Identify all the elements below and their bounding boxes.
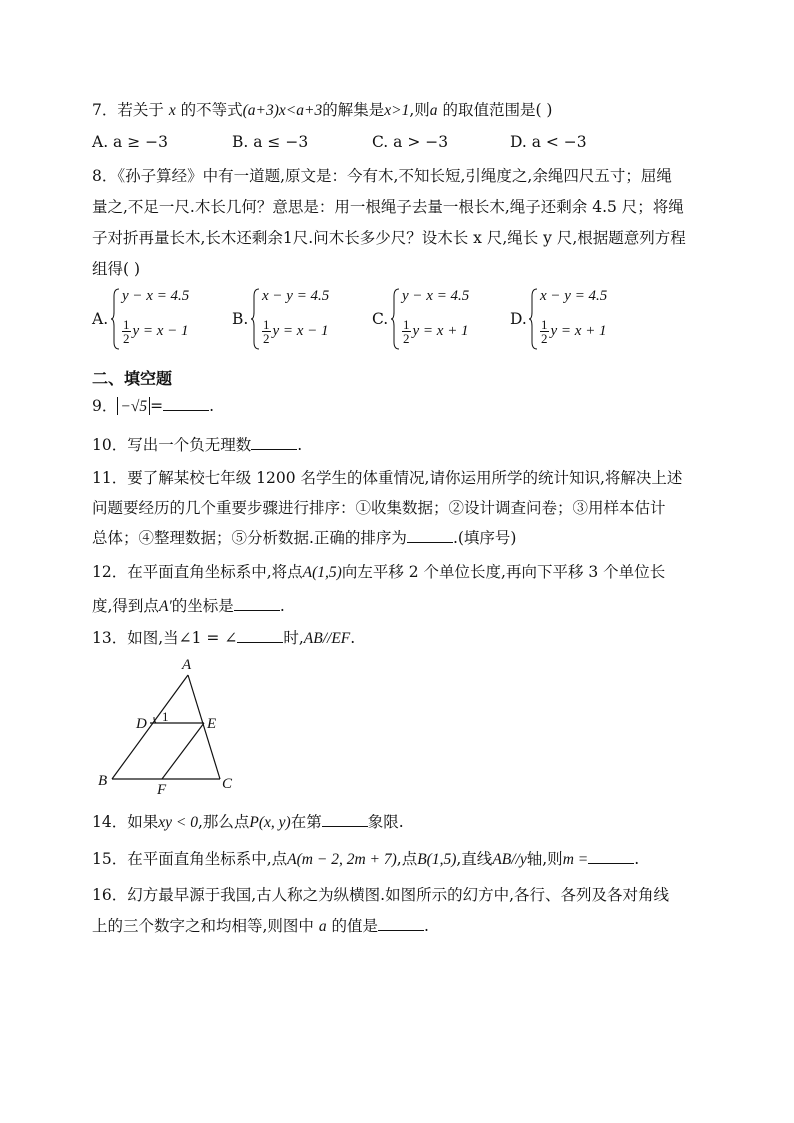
- q8-line-1: 8．《孙子算经》中有一道题,原文是：今有木,不知长短,引绳度之,余绳四尺五寸；屈绳: [92, 167, 672, 185]
- q12-text-b: 向左平移 2 个单位长度,再向下平移 3 个单位长: [341, 563, 666, 581]
- absolute-value: [117, 397, 150, 415]
- q11-line-3: [92, 528, 516, 548]
- q7-text-a: 若关于: [117, 101, 169, 119]
- option-label: C.: [372, 310, 389, 328]
- var-a: a: [429, 102, 438, 119]
- equation-1: y − x = 4.5: [122, 288, 190, 304]
- q14-text-d: 象限.: [367, 813, 404, 831]
- q14-text-c: 在第: [290, 813, 322, 831]
- q13-text-a: 13．如图,当∠1 = ∠: [92, 629, 238, 647]
- q12-text-d: 的坐标是: [171, 597, 234, 615]
- point-a: A(1,5): [302, 564, 342, 581]
- equation-2: y = x + 1: [550, 322, 607, 339]
- q12-text-c: 度,得到点: [92, 597, 159, 615]
- period: .: [634, 850, 640, 868]
- answer-blank[interactable]: [163, 396, 209, 411]
- q8-option-a[interactable]: [92, 288, 212, 352]
- q16-line-1: 16．幻方最早源于我国,古人称之为纵横图.如图所示的幻方中,各行、各列及各对角线: [92, 886, 670, 904]
- option-label: B.: [232, 310, 249, 328]
- q7-option-c[interactable]: C. a > −3: [372, 133, 449, 151]
- q15-text-c: ,直线: [456, 850, 493, 868]
- fraction-half: [262, 318, 271, 345]
- option-label: A.: [92, 310, 109, 328]
- period: .: [424, 917, 429, 935]
- answer-blank[interactable]: [407, 528, 453, 543]
- parallel-statement: AB//EF: [303, 630, 351, 647]
- question-13: [92, 628, 355, 649]
- frac-den: 2: [263, 331, 270, 346]
- q7-option-d[interactable]: D. a < −3: [510, 133, 587, 151]
- frac-num: 1: [123, 317, 130, 332]
- fraction-half: [402, 318, 411, 345]
- q8-option-d[interactable]: [510, 288, 630, 352]
- equals-sign: =: [150, 397, 164, 415]
- frac-den: 2: [123, 331, 130, 346]
- q8-option-b[interactable]: [232, 288, 352, 352]
- fraction-half: [540, 318, 549, 345]
- answer-blank[interactable]: [251, 435, 297, 450]
- answer-blank[interactable]: [237, 628, 283, 643]
- segment-ef: [162, 723, 204, 779]
- brace-icon: [528, 288, 538, 350]
- frac-den: 2: [403, 331, 410, 346]
- point-b: B(1,5): [417, 851, 457, 868]
- q12-line-1: [92, 562, 665, 583]
- option-label: D.: [510, 310, 527, 328]
- triangle-figure: [92, 655, 252, 795]
- q15-text-a: 15．在平面直角坐标系中,点: [92, 850, 288, 868]
- label-e: E: [207, 716, 217, 732]
- frac-den: 2: [541, 331, 548, 346]
- question-14: [92, 812, 404, 833]
- equation-1: x − y = 4.5: [262, 288, 330, 304]
- q15-text-b: ,点: [396, 850, 418, 868]
- equation-1: x − y = 4.5: [540, 288, 608, 304]
- q15-text-d: 轴,则: [526, 850, 563, 868]
- frac-num: 1: [541, 317, 548, 332]
- line-ab: AB//y: [492, 851, 527, 868]
- q8-line-3: 子对折再量长木,长木还剩余1尺.问木长多少尺？设木长 x 尺,绳长 y 尺,根据题意列方程: [92, 229, 686, 247]
- label-b: B: [98, 773, 108, 789]
- question-15: [92, 849, 639, 870]
- segment-ab: [112, 675, 188, 779]
- solution-set: x>1: [384, 102, 410, 119]
- label-c: C: [222, 776, 233, 792]
- inequality: (a+3)x<a+3: [242, 102, 323, 119]
- q11-text-a: 总体；④整理数据；⑤分析数据.正确的排序为: [92, 529, 407, 547]
- point-p: P(x, y): [249, 814, 291, 831]
- point-a: A(m − 2, 2m + 7): [287, 851, 397, 868]
- question-7: [92, 100, 552, 121]
- period: .: [279, 597, 285, 615]
- q7-text-e: 的取值范围是( ): [437, 101, 553, 119]
- frac-num: 1: [403, 317, 410, 332]
- q16-line-2: [92, 916, 429, 937]
- answer-blank[interactable]: [378, 916, 424, 931]
- brace-icon: [110, 288, 120, 350]
- label-angle-1: 1: [162, 709, 169, 724]
- q12-line-2: [92, 596, 285, 617]
- q8-option-c[interactable]: [372, 288, 492, 352]
- q11-line-2: 问题要经历的几个重要步骤进行排序：①收集数据；②设计调查问卷；③用样本估计: [92, 499, 666, 517]
- brace-icon: [390, 288, 400, 350]
- label-a: A: [182, 657, 192, 673]
- var-x: x: [168, 102, 176, 119]
- q7-text-d: ,则: [409, 101, 430, 119]
- period: .: [297, 436, 303, 454]
- q16-text-a: 上的三个数字之和均相等,则图中: [92, 917, 319, 935]
- brace-icon: [250, 288, 260, 350]
- equation-1: y − x = 4.5: [402, 288, 470, 304]
- answer-blank[interactable]: [322, 812, 368, 827]
- label-f: F: [157, 782, 167, 795]
- equation-2: y = x − 1: [272, 322, 329, 339]
- answer-blank[interactable]: [234, 596, 280, 611]
- label-d: D: [136, 716, 147, 732]
- abs-inner: −√5: [120, 398, 148, 415]
- q12-text-a: 12．在平面直角坐标系中,将点: [92, 563, 303, 581]
- q16-text-b: 的值是: [326, 917, 379, 935]
- q7-option-b[interactable]: B. a ≤ −3: [232, 133, 309, 151]
- equation-2: y = x + 1: [412, 322, 469, 339]
- fraction-half: [122, 318, 131, 345]
- section-heading: 二、填空题: [92, 369, 173, 388]
- answer-blank[interactable]: [588, 849, 634, 864]
- q13-text-b: 时,: [283, 629, 304, 647]
- q14-text-b: ,那么点: [197, 813, 250, 831]
- var-m: m =: [562, 851, 589, 868]
- period: .: [209, 397, 215, 415]
- question-number: 9．: [92, 397, 118, 415]
- question-10: [92, 435, 302, 455]
- q8-line-4: 组得( ): [92, 260, 141, 278]
- question-9: [92, 396, 214, 416]
- q14-text-a: 14．如果: [92, 813, 159, 831]
- condition: xy < 0: [158, 814, 198, 831]
- q11-text-b: .(填序号): [452, 529, 517, 547]
- q10-text: 10．写出一个负无理数: [92, 436, 252, 454]
- q11-line-1: 11．要了解某校七年级 1200 名学生的体重情况,请你运用所学的统计知识,将解决上述: [92, 469, 683, 487]
- var-a: a: [318, 918, 327, 935]
- period: .: [350, 629, 356, 647]
- frac-num: 1: [263, 317, 270, 332]
- question-number: 7．: [92, 101, 118, 119]
- q7-option-a[interactable]: A. a ≥ −3: [92, 133, 168, 151]
- q7-text-b: 的不等式: [175, 101, 243, 119]
- point-a-prime: A′: [158, 598, 172, 615]
- q7-text-c: 的解集是: [322, 101, 385, 119]
- q8-line-2: 量之,不足一尺.木长几何？意思是：用一根绳子去量一根长木,绳子还剩余 4.5 尺；将绳: [92, 198, 684, 216]
- equation-2: y = x − 1: [132, 322, 189, 339]
